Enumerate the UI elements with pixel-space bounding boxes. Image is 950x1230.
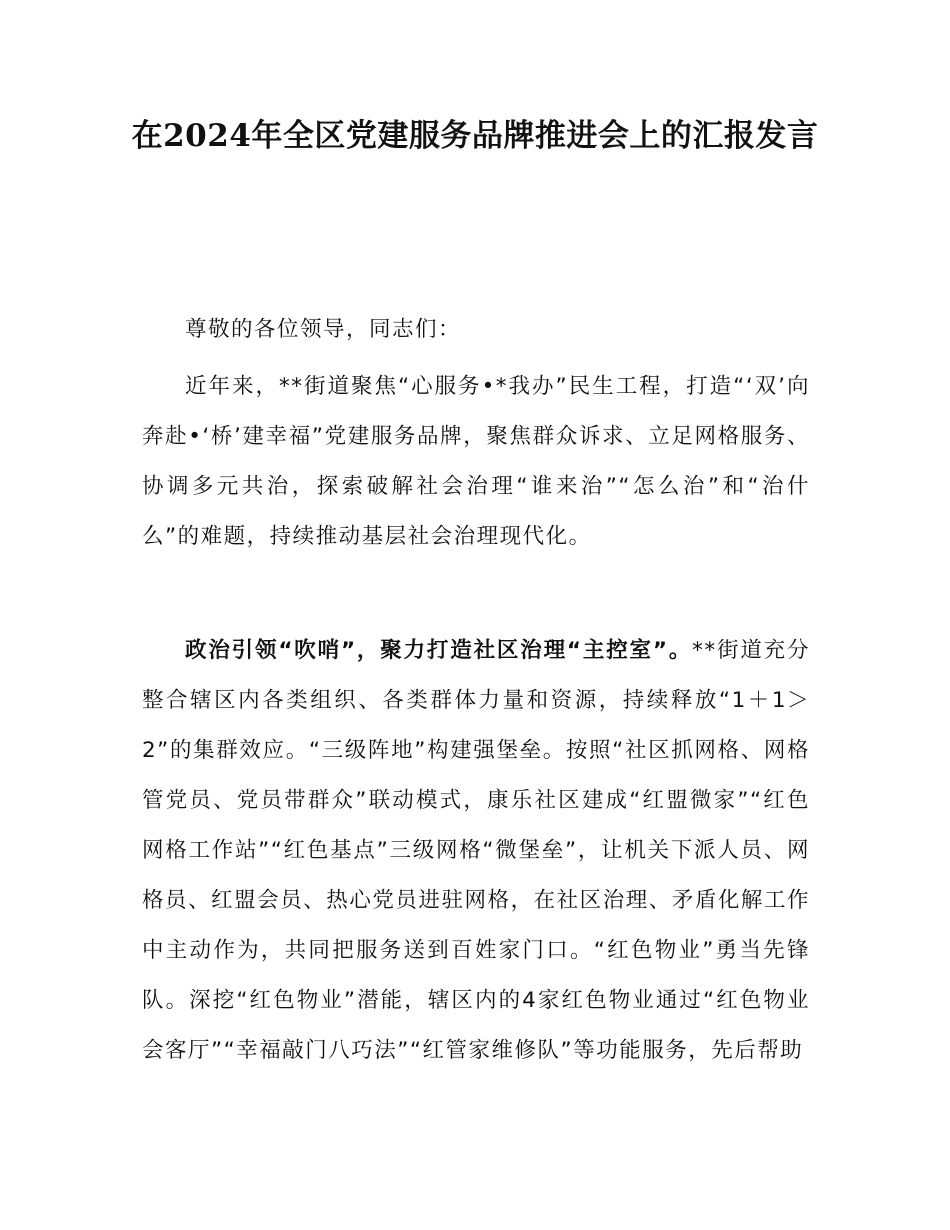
salutation: 尊敬的各位领导，同志们： (185, 317, 462, 342)
document-title: 在2024年全区党建服务品牌推进会上的汇报发言 (131, 118, 819, 154)
paragraph-1-text: 近年来，**街道聚焦“心服务•*我办”民生工程，打造“‘双’向奔赴•‘桥’建幸福”党建服务品牌，聚焦群众诉求、立足网格服务、协调多元共治，探索破解社会治理“谁来治”“怎么治”和“治什么”的难题，持续推动基层社会治理现代化。 (142, 374, 810, 549)
paragraph-2-text (142, 626, 810, 1076)
paragraph-2-heading: 政治引领“吹哨”，聚力打造社区治理“主控室”。 (185, 638, 693, 663)
paragraph-1 (142, 362, 810, 562)
paragraph-2 (142, 626, 810, 1076)
paragraph-2-body: **街道充分整合辖区内各类组织、各类群体力量和资源，持续释放“1＋1＞2”的集群效应。“三级阵地”构建强堡垒。按照“社区抓网格、网格管党员、党员带群众”联动模式，康乐社区建成“红盟微家”“红色网格工作站”“红色基点”三级网格“微堡垒”，让机关下派人员、网格员、红盟会员、热心党员进驻网格，在社区治理、矛盾化解工作中主动作为，共同把服务送到百姓家门口。“红色物业”勇当先锋队。深挖“红色物业”潜能，辖区内的4家红色物业通过“红色物业会客厅”“幸福敲门八巧法”“红管家维修队”等功能服务，先后帮助 (142, 638, 810, 1063)
